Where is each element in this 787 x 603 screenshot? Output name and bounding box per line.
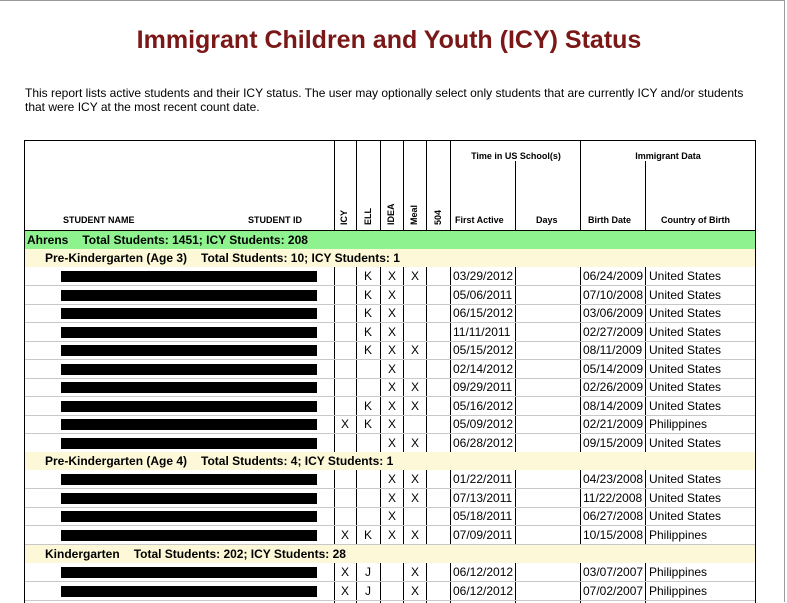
header-birth-date: Birth Date [588,215,632,225]
flag-s504 [427,526,449,544]
redacted-name-block [61,382,317,393]
flag-s504 [427,582,449,600]
flag-ell: K [363,287,372,302]
flag-idea: X [387,472,396,486]
flag-s504 [427,378,449,396]
header-days: Days [536,215,558,225]
redacted-name-block [61,419,317,430]
birth-date-cell: 02/21/2009 [583,417,644,431]
table-row[interactable] [25,304,755,323]
header-country: Country of Birth [661,215,730,225]
flag-s504 [427,489,449,507]
redacted-name-block [61,327,317,338]
header-idea: IDEA [386,203,396,225]
flag-idea [381,563,403,581]
header-icy: ICY [339,209,349,225]
flag-meal: X [410,380,419,394]
flag-idea: X [387,343,396,357]
table-row[interactable] [25,323,755,342]
page-right-border [784,0,785,602]
country-cell: Philippines [649,417,708,431]
flag-icy [334,341,356,359]
flag-s504 [427,360,449,378]
flag-idea: X [387,398,396,413]
first-active-cell: 01/22/2011 [453,472,513,486]
flag-s504 [427,563,449,581]
flag-icy [334,378,356,396]
country-cell: United States [649,398,722,413]
first-active-cell: 05/09/2012 [453,417,514,431]
birth-date-cell: 07/02/2007 [583,583,644,598]
country-cell: United States [649,269,722,283]
flag-meal [404,360,426,378]
header-ell: ELL [363,208,373,225]
flag-icy [334,397,356,415]
birth-date-cell: 11/22/2008 [583,490,643,505]
flag-icy [334,304,356,322]
country-cell: United States [649,306,722,320]
flag-ell [357,360,379,378]
flag-s504 [427,267,449,285]
flag-meal: X [410,565,419,579]
grade-summary: Total Students: 10; ICY Students: 1 [201,251,400,265]
grade-header [25,545,755,563]
flag-idea: X [387,417,396,431]
school-header [25,231,755,249]
redacted-name-block [61,290,317,301]
flag-meal: X [410,527,419,542]
header-first-active: First Active [455,215,504,225]
first-active-cell: 06/28/2012 [453,435,514,450]
flag-s504 [427,304,449,322]
birth-date-cell: 09/15/2009 [583,435,644,450]
grade-summary: Total Students: 202; ICY Students: 28 [133,547,346,561]
table-row[interactable] [25,563,755,582]
flag-s504 [427,507,449,525]
flag-meal [404,286,426,304]
flag-meal: X [410,490,419,505]
header-group-time-in-us: Time in US School(s) [471,151,561,161]
header-student-id: STUDENT ID [248,215,302,225]
birth-date-cell: 05/14/2009 [583,361,644,376]
flag-idea: X [387,527,396,542]
birth-date-cell: 02/26/2009 [583,380,644,394]
first-active-cell: 09/29/2011 [453,380,513,394]
flag-idea: X [387,269,396,283]
flag-idea: X [387,490,396,505]
flag-meal: X [410,435,419,450]
first-active-cell: 05/18/2011 [453,509,513,523]
redacted-name-block [61,364,317,375]
birth-date-cell: 07/10/2008 [583,287,644,302]
table-row[interactable] [25,378,755,397]
flag-icy [334,489,356,507]
grade-summary: Total Students: 4; ICY Students: 1 [201,454,394,468]
first-active-cell: 06/12/2012 [453,583,514,598]
flag-meal: X [410,343,419,357]
redacted-name-block [61,511,317,522]
flag-meal [404,323,426,341]
table-row[interactable] [25,415,755,434]
first-active-cell: 05/15/2012 [453,343,514,357]
flag-idea: X [387,361,396,376]
header-meal: Meal [409,204,419,225]
redacted-name-block [61,401,317,412]
country-cell: Philippines [649,527,708,542]
flag-meal [404,304,426,322]
table-row[interactable] [25,341,755,360]
flag-s504 [427,341,449,359]
flag-idea: X [387,324,396,339]
redacted-name-block [61,345,317,356]
flag-s504 [427,434,449,452]
flag-ell [357,507,379,525]
country-cell: United States [649,380,722,394]
flag-meal: X [410,269,419,283]
table-row[interactable] [25,582,755,601]
first-active-cell: 06/12/2012 [453,565,514,579]
grade-header [25,452,755,470]
first-active-cell: 11/11/2011 [453,324,511,339]
flag-s504 [427,470,449,488]
country-cell: United States [649,361,722,376]
flag-ell: K [363,324,372,339]
country-cell: United States [649,490,722,505]
table-row[interactable] [25,489,755,508]
table-row[interactable] [25,360,755,379]
flag-meal: X [410,583,419,598]
flag-meal [404,507,426,525]
table-row[interactable] [25,526,755,545]
country-cell: United States [649,287,722,302]
grade-name: Pre-Kindergarten (Age 3) [45,251,188,265]
birth-date-cell: 03/07/2007 [583,565,644,579]
table-row[interactable] [25,286,755,305]
flag-ell: K [363,527,372,542]
header-student-name: STUDENT NAME [63,215,135,225]
flag-icy [334,434,356,452]
header-group-immigrant: Immigrant Data [635,151,701,161]
flag-meal [404,415,426,433]
page-top-border [0,0,784,1]
school-summary: Total Students: 1451; ICY Students: 208 [82,233,308,247]
country-cell: Philippines [649,583,708,598]
grade-name: Pre-Kindergarten (Age 4) [45,454,188,468]
redacted-name-block [61,438,317,449]
school-name: Ahrens [27,233,69,247]
report-description: This report lists active students and their ICY status. The user may optionally select only students that are currently ICY and/or students that were ICY at the most recent count date. [25,86,744,114]
flag-ell: J [365,583,371,598]
flag-icy [334,286,356,304]
flag-s504 [427,415,449,433]
country-cell: Philippines [649,565,708,579]
flag-s504 [427,323,449,341]
flag-ell [357,434,379,452]
birth-date-cell: 03/06/2009 [583,306,644,320]
grade-header [25,249,755,267]
flag-idea: X [387,380,396,394]
country-cell: United States [649,435,722,450]
first-active-cell: 03/29/2012 [453,269,514,283]
flag-idea: X [387,306,396,320]
redacted-name-block [61,586,317,597]
flag-icy [334,507,356,525]
first-active-cell: 07/09/2011 [453,527,513,542]
redacted-name-block [61,271,317,282]
birth-date-cell: 06/27/2008 [583,509,644,523]
flag-icy [334,323,356,341]
flag-ell: J [365,565,371,579]
flag-ell [357,378,379,396]
report-title: Immigrant Children and Youth (ICY) Status [136,26,642,54]
report-table [24,140,756,603]
birth-date-cell: 10/15/2008 [583,527,644,542]
flag-idea: X [387,287,396,302]
birth-date-cell: 08/11/2009 [583,343,643,357]
country-cell: United States [649,324,722,339]
country-cell: United States [649,343,722,357]
flag-icy: X [340,583,349,598]
country-cell: United States [649,509,722,523]
redacted-name-block [61,493,317,504]
birth-date-cell: 08/14/2009 [583,398,644,413]
table-row[interactable] [25,434,755,453]
flag-ell: K [363,343,372,357]
flag-ell: K [363,269,372,283]
flag-icy [334,360,356,378]
table-row[interactable] [25,397,755,416]
first-active-cell: 07/13/2011 [453,490,513,505]
birth-date-cell: 02/27/2009 [583,324,644,339]
flag-s504 [427,286,449,304]
first-active-cell: 02/14/2012 [453,361,514,376]
flag-ell [357,489,379,507]
birth-date-cell: 06/24/2009 [583,269,644,283]
first-active-cell: 06/15/2012 [453,306,514,320]
table-row[interactable] [25,470,755,489]
redacted-name-block [61,530,317,541]
flag-idea: X [387,509,396,523]
redacted-name-block [61,567,317,578]
flag-icy: X [340,527,349,542]
flag-icy [334,470,356,488]
flag-icy [334,267,356,285]
country-cell: United States [649,472,722,486]
table-row[interactable] [25,267,755,286]
header-504: 504 [433,209,443,225]
grade-name: Kindergarten [45,547,120,561]
birth-date-cell: 04/23/2008 [583,472,644,486]
flag-ell: K [363,306,372,320]
flag-meal: X [410,472,419,486]
first-active-cell: 05/06/2011 [453,287,513,302]
flag-s504 [427,397,449,415]
flag-icy: X [340,417,349,431]
flag-idea [381,582,403,600]
flag-ell [357,470,379,488]
redacted-name-block [61,474,317,485]
first-active-cell: 05/16/2012 [453,398,514,413]
flag-meal: X [410,398,419,413]
redacted-name-block [61,308,317,319]
table-row[interactable] [25,507,755,526]
flag-ell: K [363,398,372,413]
flag-icy: X [340,565,349,579]
flag-ell: K [363,417,372,431]
flag-idea: X [387,435,396,450]
